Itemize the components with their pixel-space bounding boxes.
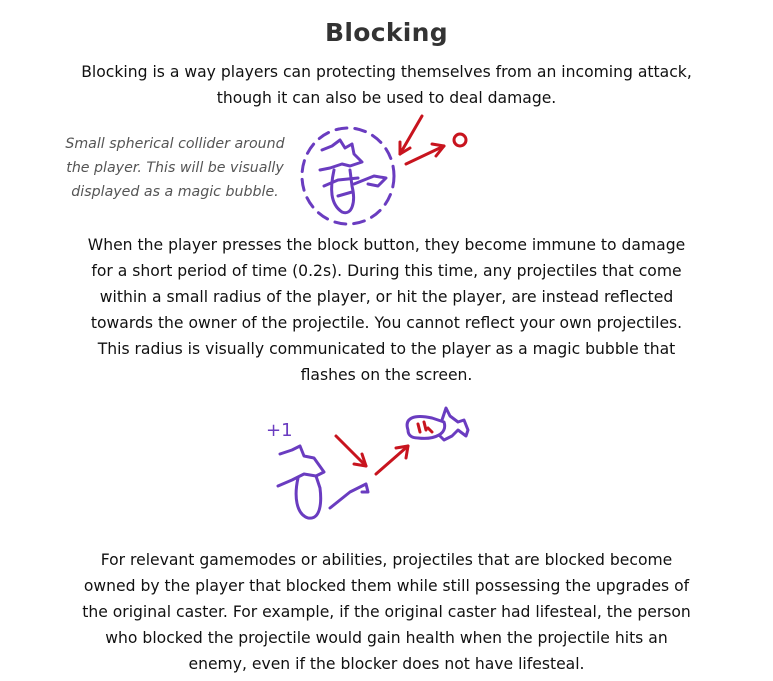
mechanic-line: towards the owner of the projectile. You cannot reflect your own projectiles. — [90, 314, 683, 332]
hit-mark — [418, 422, 432, 432]
incoming-arrow — [336, 436, 366, 466]
mechanic-paragraph — [40, 232, 733, 388]
wizard-body — [296, 476, 321, 518]
magic-bubble-sketch — [290, 108, 480, 233]
intro-line: Blocking is a way players can protecting themselves from an incoming attack, — [81, 63, 692, 81]
ownership-line: owned by the player that blocked them while still possessing the upgrades of — [83, 577, 690, 595]
ownership-line: enemy, even if the blocker does not have lifesteal. — [188, 655, 585, 673]
reflect-sketch — [258, 400, 488, 530]
caption-line: the player. This will be visually — [66, 160, 284, 176]
reflected-arrow — [376, 446, 408, 474]
mechanic-line: When the player presses the block button, they become immune to damage — [87, 236, 686, 254]
ownership-paragraph — [40, 547, 733, 677]
intro-line: though it can also be used to deal damage. — [216, 89, 557, 107]
mechanic-line: for a short period of time (0.2s). During this time, any projectiles that come — [91, 262, 682, 280]
projectile-owner-icon — [454, 134, 466, 146]
caption-line: Small spherical collider around — [65, 136, 285, 152]
page-title: Blocking — [325, 18, 448, 47]
ownership-line: the original caster. For example, if the original caster had lifesteal, the person — [82, 603, 691, 621]
ownership-line: who blocked the projectile would gain health when the projectile hits an — [105, 629, 668, 647]
bubble-caption — [50, 132, 300, 204]
caption-line: displayed as a magic bubble. — [71, 184, 279, 200]
mechanic-line: This radius is visually communicated to the player as a magic bubble that — [97, 340, 676, 358]
mechanic-line: within a small radius of the player, or hit the player, are instead reflected — [99, 288, 674, 306]
wizard-hat — [320, 140, 362, 170]
score-label: +1 — [266, 420, 293, 441]
ownership-line: For relevant gamemodes or abilities, projectiles that are blocked become — [100, 551, 673, 569]
intro-paragraph — [40, 59, 733, 111]
mechanic-line: flashes on the screen. — [300, 366, 473, 384]
